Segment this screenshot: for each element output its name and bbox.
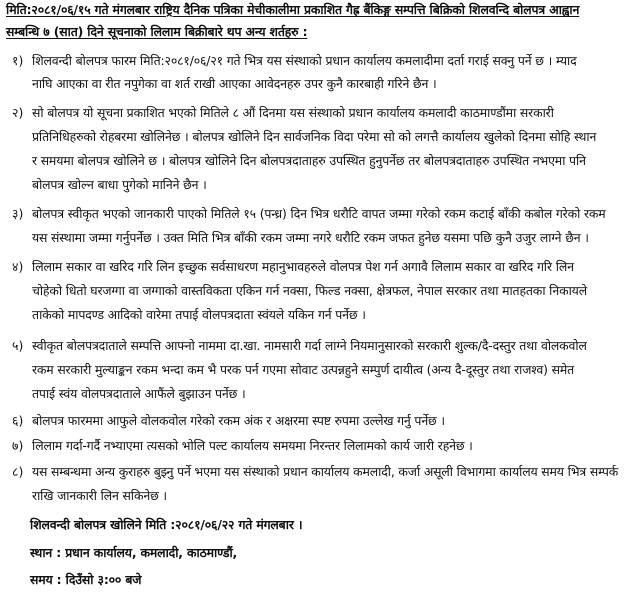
item-2-line-1: सो बोलपत्र यो सूचना प्रकाशित भएको मितिले ८ औं दिनमा यस संस्थाको प्रधान कार्यालय कमलादी काठमाण्डौंमा सरकारी (32, 105, 554, 120)
time: समय : दिउँसो ३:०० बजे (30, 572, 142, 587)
item-number: ७) (12, 438, 24, 453)
item-2-line-3: र समयमा बोलपत्र खोलिने छ । बोलपत्र खोलिने दिन बोलपत्रदाताहरु उपस्थित हुनुपर्नेछ तर बोलपत्रदाताहरु उपस्थित नभएमा पनि (32, 153, 586, 168)
opening-date: शिलवन्दी बोलपत्र खोलिने मिति :२०८१/०६/२२ गते मंगलबार । (30, 517, 303, 532)
item-4-line-1: लिलाम सकार वा खरिद गरि लिन इच्छुक सर्वसाधरण महानुभावहरुले वोलपत्र पेश गर्न अगावै लिलाम सकार वा खरिद गरि लिन (32, 259, 574, 274)
item-2-line-2: प्रतिनिधिहरुको रोहबरमा खोलिनेछ । बोलपत्र खोलिने दिन सार्वजनिक विदा परेमा सो को लगत्तै कार्यालय खुलेको दिनमा सोहि स्थान (32, 129, 597, 144)
item-3-line-1: बोलपत्र स्वीकृत भएको जानकारी पाएको मितिले १५ (पन्ध्र) दिन भित्र धरौटि वापत जम्मा गरेको रकम कटाई बाँकी कबोल गरेको रकम (32, 206, 606, 221)
item-2-line-4: बोलपत्र खोल्न बाधा पुगेको मानिने छैन । (32, 177, 207, 192)
item-number: १) (12, 53, 24, 68)
item-number: ५) (12, 338, 24, 353)
item-7-line-1: लिलाम गर्दा-गर्दै नभ्याएमा त्यसको भोलि पल्ट कार्यालय समयमा निरन्तर लिलामको कार्य जारी रहनेछ । (32, 438, 473, 453)
item-number: ८) (12, 464, 24, 479)
item-number: २) (12, 105, 24, 120)
place: स्थान : प्रधान कार्यालय, कमलादी, काठमाण्डौं, (30, 545, 238, 560)
item-5-line-3: तपाई स्वंय वोलपत्रदाताले आफैंले बुझाउन पर्नेछ । (32, 386, 246, 401)
notice-heading-line-1: मिति:२०८१/०६/१५ गते मंगलबार राष्ट्रिय दैनिक पत्रिका मेचीकालीमा प्रकाशित गैह्र बैंकिङ्ग सम्पत्ति बिक्रिको शिलवन्दि बोलपत्र आह्वान (6, 2, 580, 17)
item-4-line-2: चोहेको धितो घरजग्गा वा जग्गाको वास्तविकता एकिन गर्न नक्सा, फिल्ड नक्सा, क्षेत्रफल, नेपाल सरकार तथा मातहतका निकायले (32, 283, 587, 298)
notice-heading-line-2: सम्बन्धि ७ (सात) दिने सूचनाको लिलाम बिक्रीबारे थप अन्य शर्तहरु : (6, 24, 308, 39)
item-5-line-2: रकम सरकारी मुल्याङ्कन रकम भन्दा कम भै परक पर्न गएमा सोवाट उत्पन्नहुने सम्पुर्ण दायीत्व (अन्य दै-दूस्तुर तथा राजश्व) समेत (32, 362, 575, 377)
item-3-line-2: यस संस्थामा जम्मा गर्नुपर्नेछ । उक्त मिति भित्र बाँकी रकम जम्मा नगरे धरौटि रकम जफत हुनेछ यसमा पछि कुनै उजुर लाग्ने छैन । (32, 230, 589, 245)
item-8-line-2: राखि जानकारी लिन सकिनेछ । (32, 488, 167, 503)
item-1-line-2: नाघि आएका वा रीत नपुगेका वा शर्त राखी आएका आवेदनहरु उपर कुनै कारबाही गरिने छैन । (32, 76, 437, 91)
item-8-line-1: यस सम्बन्धमा अन्य कुराहरु बुझ्नु पर्ने भएमा यस संस्थाको प्रधान कार्यालय कमलादी, कर्जा असूली विभागमा कार्यालय समय भित्र सम्पर्क (32, 464, 619, 479)
item-number: ३) (12, 206, 24, 221)
item-number: ६) (12, 413, 24, 428)
item-5-line-1: स्वीकृत बोलपत्रदाताले सम्पत्ति आफ्नो नाममा दा.खा. नामसारी गर्दा लाग्ने नियमानुसारको सरकारी शुल्क/दै-दस्तुर तथा वोलकवोल (32, 338, 587, 353)
item-1-line-1: शिलवन्दी बोलपत्र फारम मिति:२०८१/०६/२१ गते भित्र यस संस्थाको प्रधान कार्यालय कमलादीमा दर्ता गराई सक्नु पर्ने छ । म्याद (32, 53, 577, 68)
item-number: ४) (12, 259, 24, 274)
item-4-line-3: ताकेको मापदण्ड आदिको वारेमा तपाई वोलपत्रदाता स्वंयले यकिन गर्न पर्नेछ । (32, 307, 366, 322)
item-6-line-1: बोलपत्र फारममा आफुले वोलकवोल गरेको रकम अंक र अक्षरमा स्पष्ट रुपमा उल्लेख गर्नु पर्नेछ । (32, 413, 445, 428)
